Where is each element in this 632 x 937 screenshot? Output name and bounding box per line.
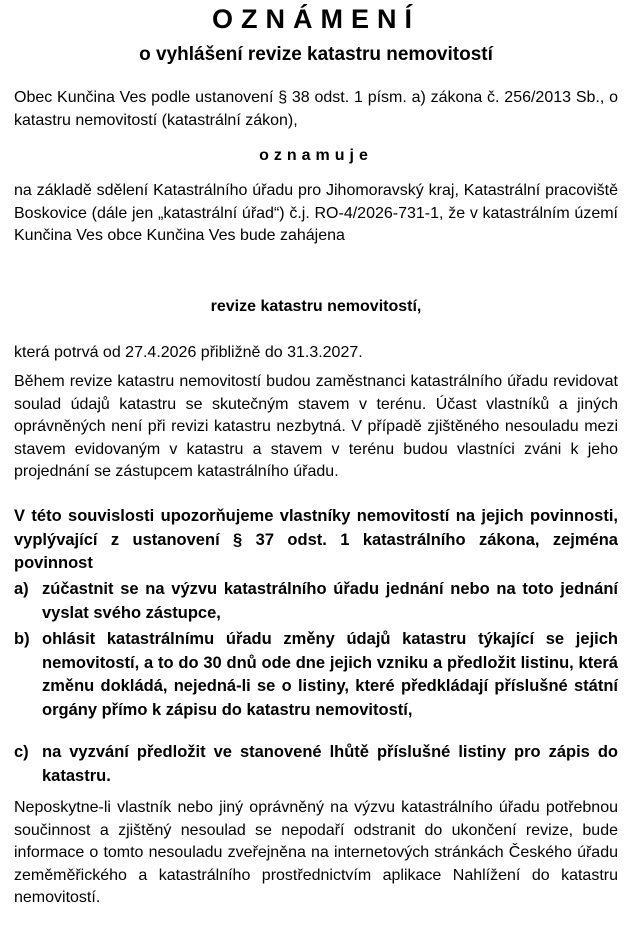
obligation-marker: a) <box>14 580 29 598</box>
intro-paragraph: Obec Kunčina Ves podle ustanovení § 38 odst. 1 písm. a) zákona č. 256/2013 Sb., o katastru nemovitostí (katastrální zákon), <box>14 89 618 129</box>
duration-paragraph: která potrvá od 27.4.2026 přibližně do 31.3.2027. <box>14 344 363 361</box>
revision-info-paragraph: Během revize katastru nemovitostí budou zaměstnanci katastrálního úřadu revidovat soulad údajů katastru se skutečným stavem v terénu. Účast vlastníků a jiných oprávněných není při revizi katastru nezbytná. V případě zjištěného nesouladu mezi stavem evidovaným v katastru a stavem v terénu budou vlastníci zváni k jeho projednání se zástupcem katastrálního úřadu. <box>14 373 618 480</box>
basis-paragraph: na základě sdělení Katastrálního úřadu pro Jihomoravský kraj, Katastrální pracoviště Boskovice (dále jen „katastrální úřad“) č.j. RO-4/2026-731-1, že v katastrálním území Kunčina Ves obce Kunčina Ves bude zahájena <box>14 182 618 244</box>
obligation-marker: b) <box>14 630 30 648</box>
obligation-marker: c) <box>14 743 29 761</box>
obligation-text: ohlásit katastrálnímu úřadu změny údajů katastru týkající se jejich nemovitostí, a to do 30 dnů ode dne jejich vzniku a předložit listinu, která změnu dokládá, nejedná-li se o listiny, které předkládají příslušné státní orgány přímo k zápisu do katastru nemovitostí, <box>42 630 618 719</box>
announces-heading: oznamuje <box>259 147 373 164</box>
subject-heading: revize katastru nemovitostí, <box>210 298 422 315</box>
document-subtitle: o vyhlášení revize katastru nemovitostí <box>139 44 493 65</box>
closing-paragraph: Neposkytne-li vlastník nebo jiný oprávněný na výzvu katastrálního úřadu potřebnou součinnost a zjištěný nesoulad se nepodaří odstranit do ukončení revize, bude informace o tomto nesouladu zveřejněna na internetových stránkách Českého úřadu zeměměřického a katastrálního prostřednictvím aplikace Nahlížení do katastru nemovitostí. <box>14 799 618 906</box>
obligation-text: na vyzvání předložit ve stanovené lhůtě příslušné listiny pro zápis do katastru. <box>42 743 618 785</box>
document-title: OZNÁMENÍ <box>212 4 420 34</box>
notice-paragraph: V této souvislosti upozorňujeme vlastníky nemovitostí na jejich povinnosti, vyplývající z ustanovení § 37 odst. 1 katastrálního zákona, zejména povinnost <box>14 507 618 572</box>
obligation-text: zúčastnit se na výzvu katastrálního úřadu jednání nebo na toto jednání vyslat svého zástupce, <box>42 580 618 622</box>
